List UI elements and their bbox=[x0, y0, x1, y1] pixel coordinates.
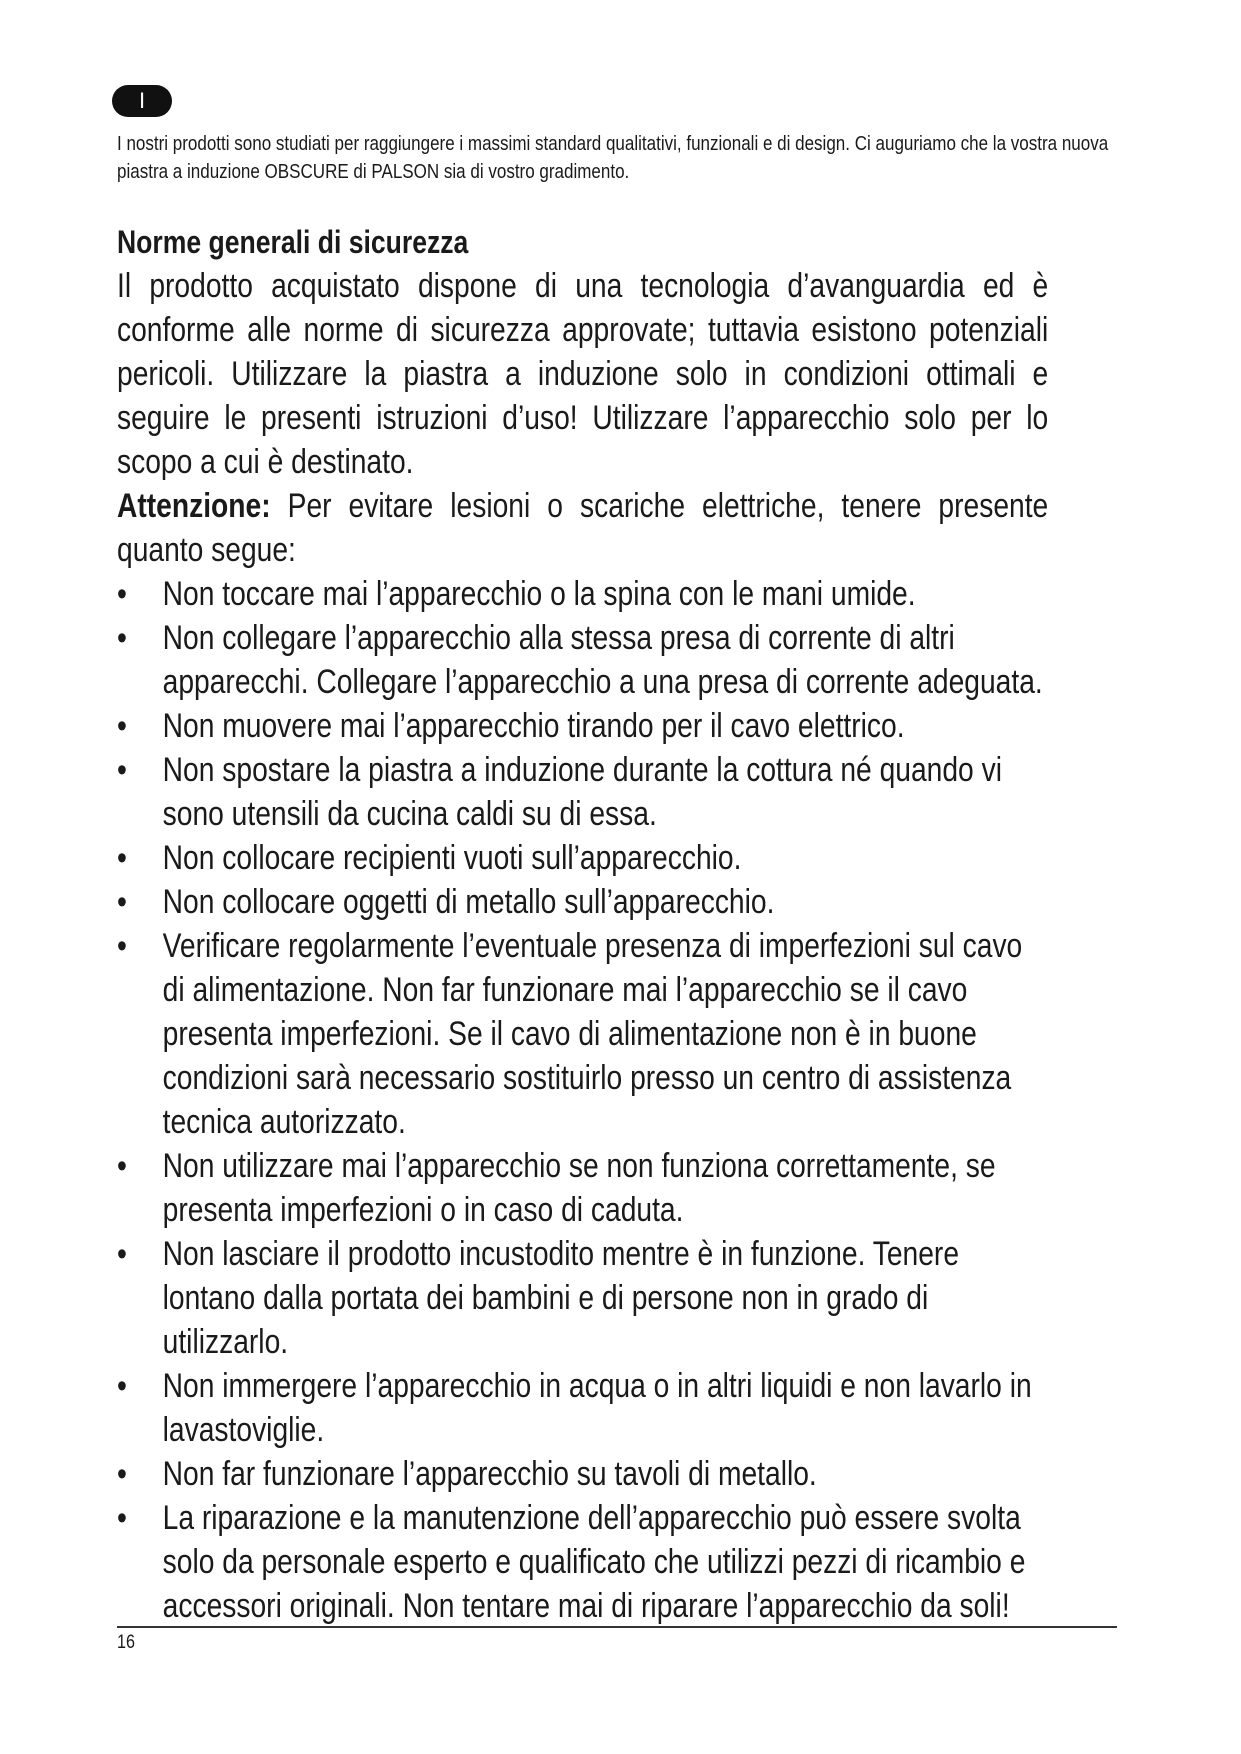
list-item-text: Non immergere l’apparecchio in acqua o in altri liquidi e non lavarlo in lavastoviglie. bbox=[162, 1367, 1032, 1449]
bullet-icon: • bbox=[117, 1147, 127, 1185]
list-item-text: La riparazione e la manutenzione dell’apparecchio può essere svolta solo da personale esperto e qualificato che utilizzi pezzi di ricambio e accessori originali. Non tentare mai di riparare l’apparecchio da soli! bbox=[162, 1499, 1026, 1625]
list-item-text: Verificare regolarmente l’eventuale presenza di imperfezioni sul cavo di alimentazione. Non far funzionare mai l’apparecchio se il cavo presenta imperfezioni. Se il cavo di alimentazione non è in buone condizioni sarà necessario sostituirlo presso un centro di assistenza tecnica autorizzato. bbox=[162, 927, 1023, 1141]
list-item-text: Non muovere mai l’apparecchio tirando per il cavo elettrico. bbox=[162, 707, 905, 745]
bullet-icon: • bbox=[117, 883, 127, 921]
bullet-icon: • bbox=[117, 1235, 127, 1273]
list-item-text: Non utilizzare mai l’apparecchio se non funziona correttamente, se presenta imperfezioni o in caso di caduta. bbox=[162, 1147, 996, 1229]
bullet-icon: • bbox=[117, 751, 127, 789]
list-item bbox=[117, 1452, 1048, 1496]
page-number: 16 bbox=[117, 1632, 135, 1653]
safety-section bbox=[117, 220, 1241, 1628]
section-paragraph: Il prodotto acquistato dispone di una tecnologia d’avanguardia ed è conforme alle norme di sicurezza approvate; tuttavia esistono potenziali pericoli. Utilizzare la piastra a induzione solo in condizioni ottimali e seguire le presenti istruzioni d’uso! Utilizzare l’apparecchio solo per lo scopo a cui è destinato. bbox=[117, 267, 1049, 481]
warning-text: Per evitare lesioni o scariche elettriche, tenere presente quanto segue: bbox=[117, 487, 1049, 569]
section-heading: Norme generali di sicurezza bbox=[117, 224, 469, 260]
bullet-icon: • bbox=[117, 1367, 127, 1405]
language-badge: I bbox=[112, 85, 172, 117]
bullet-icon: • bbox=[117, 707, 127, 745]
safety-rules-list bbox=[117, 572, 1048, 1628]
list-item bbox=[117, 572, 1048, 616]
bullet-icon: • bbox=[117, 927, 127, 965]
list-item-text: Non far funzionare l’apparecchio su tavoli di metallo. bbox=[162, 1455, 817, 1493]
footer-divider bbox=[117, 1626, 1117, 1628]
bullet-icon: • bbox=[117, 1499, 127, 1537]
list-item bbox=[117, 704, 1048, 748]
list-item-text: Non lasciare il prodotto incustodito mentre è in funzione. Tenere lontano dalla portata dei bambini e di persone non in grado di utilizzarlo. bbox=[162, 1235, 960, 1361]
list-item bbox=[117, 880, 1048, 924]
warning-paragraph bbox=[117, 484, 1048, 572]
list-item-text: Non toccare mai l’apparecchio o la spina con le mani umide. bbox=[162, 575, 916, 613]
warning-label: Attenzione: bbox=[117, 487, 271, 525]
list-item bbox=[117, 1496, 1048, 1628]
list-item-text: Non collocare oggetti di metallo sull’apparecchio. bbox=[162, 883, 775, 921]
bullet-icon: • bbox=[117, 619, 127, 657]
intro-text: I nostri prodotti sono studiati per raggiungere i massimi standard qualitativi, funzionali e di design. Ci auguriamo che la vostra nuova piastra a induzione OBSCURE di PALSON sia di vostro gradimento. bbox=[117, 132, 1109, 183]
list-item-text: Non collocare recipienti vuoti sull’apparecchio. bbox=[162, 839, 742, 877]
bullet-icon: • bbox=[117, 1455, 127, 1493]
list-item-text: Non collegare l’apparecchio alla stessa presa di corrente di altri apparecchi. Collegare l’apparecchio a una presa di corrente adeguata. bbox=[162, 619, 1043, 701]
list-item bbox=[117, 748, 1048, 836]
list-item bbox=[117, 1232, 1048, 1364]
list-item bbox=[117, 924, 1048, 1144]
list-item-text: Non spostare la piastra a induzione durante la cottura né quando vi sono utensili da cucina caldi su di essa. bbox=[162, 751, 1002, 833]
bullet-icon: • bbox=[117, 839, 127, 877]
bullet-icon: • bbox=[117, 575, 127, 613]
list-item bbox=[117, 1144, 1048, 1232]
list-item bbox=[117, 1364, 1048, 1452]
list-item bbox=[117, 836, 1048, 880]
list-item bbox=[117, 616, 1048, 704]
